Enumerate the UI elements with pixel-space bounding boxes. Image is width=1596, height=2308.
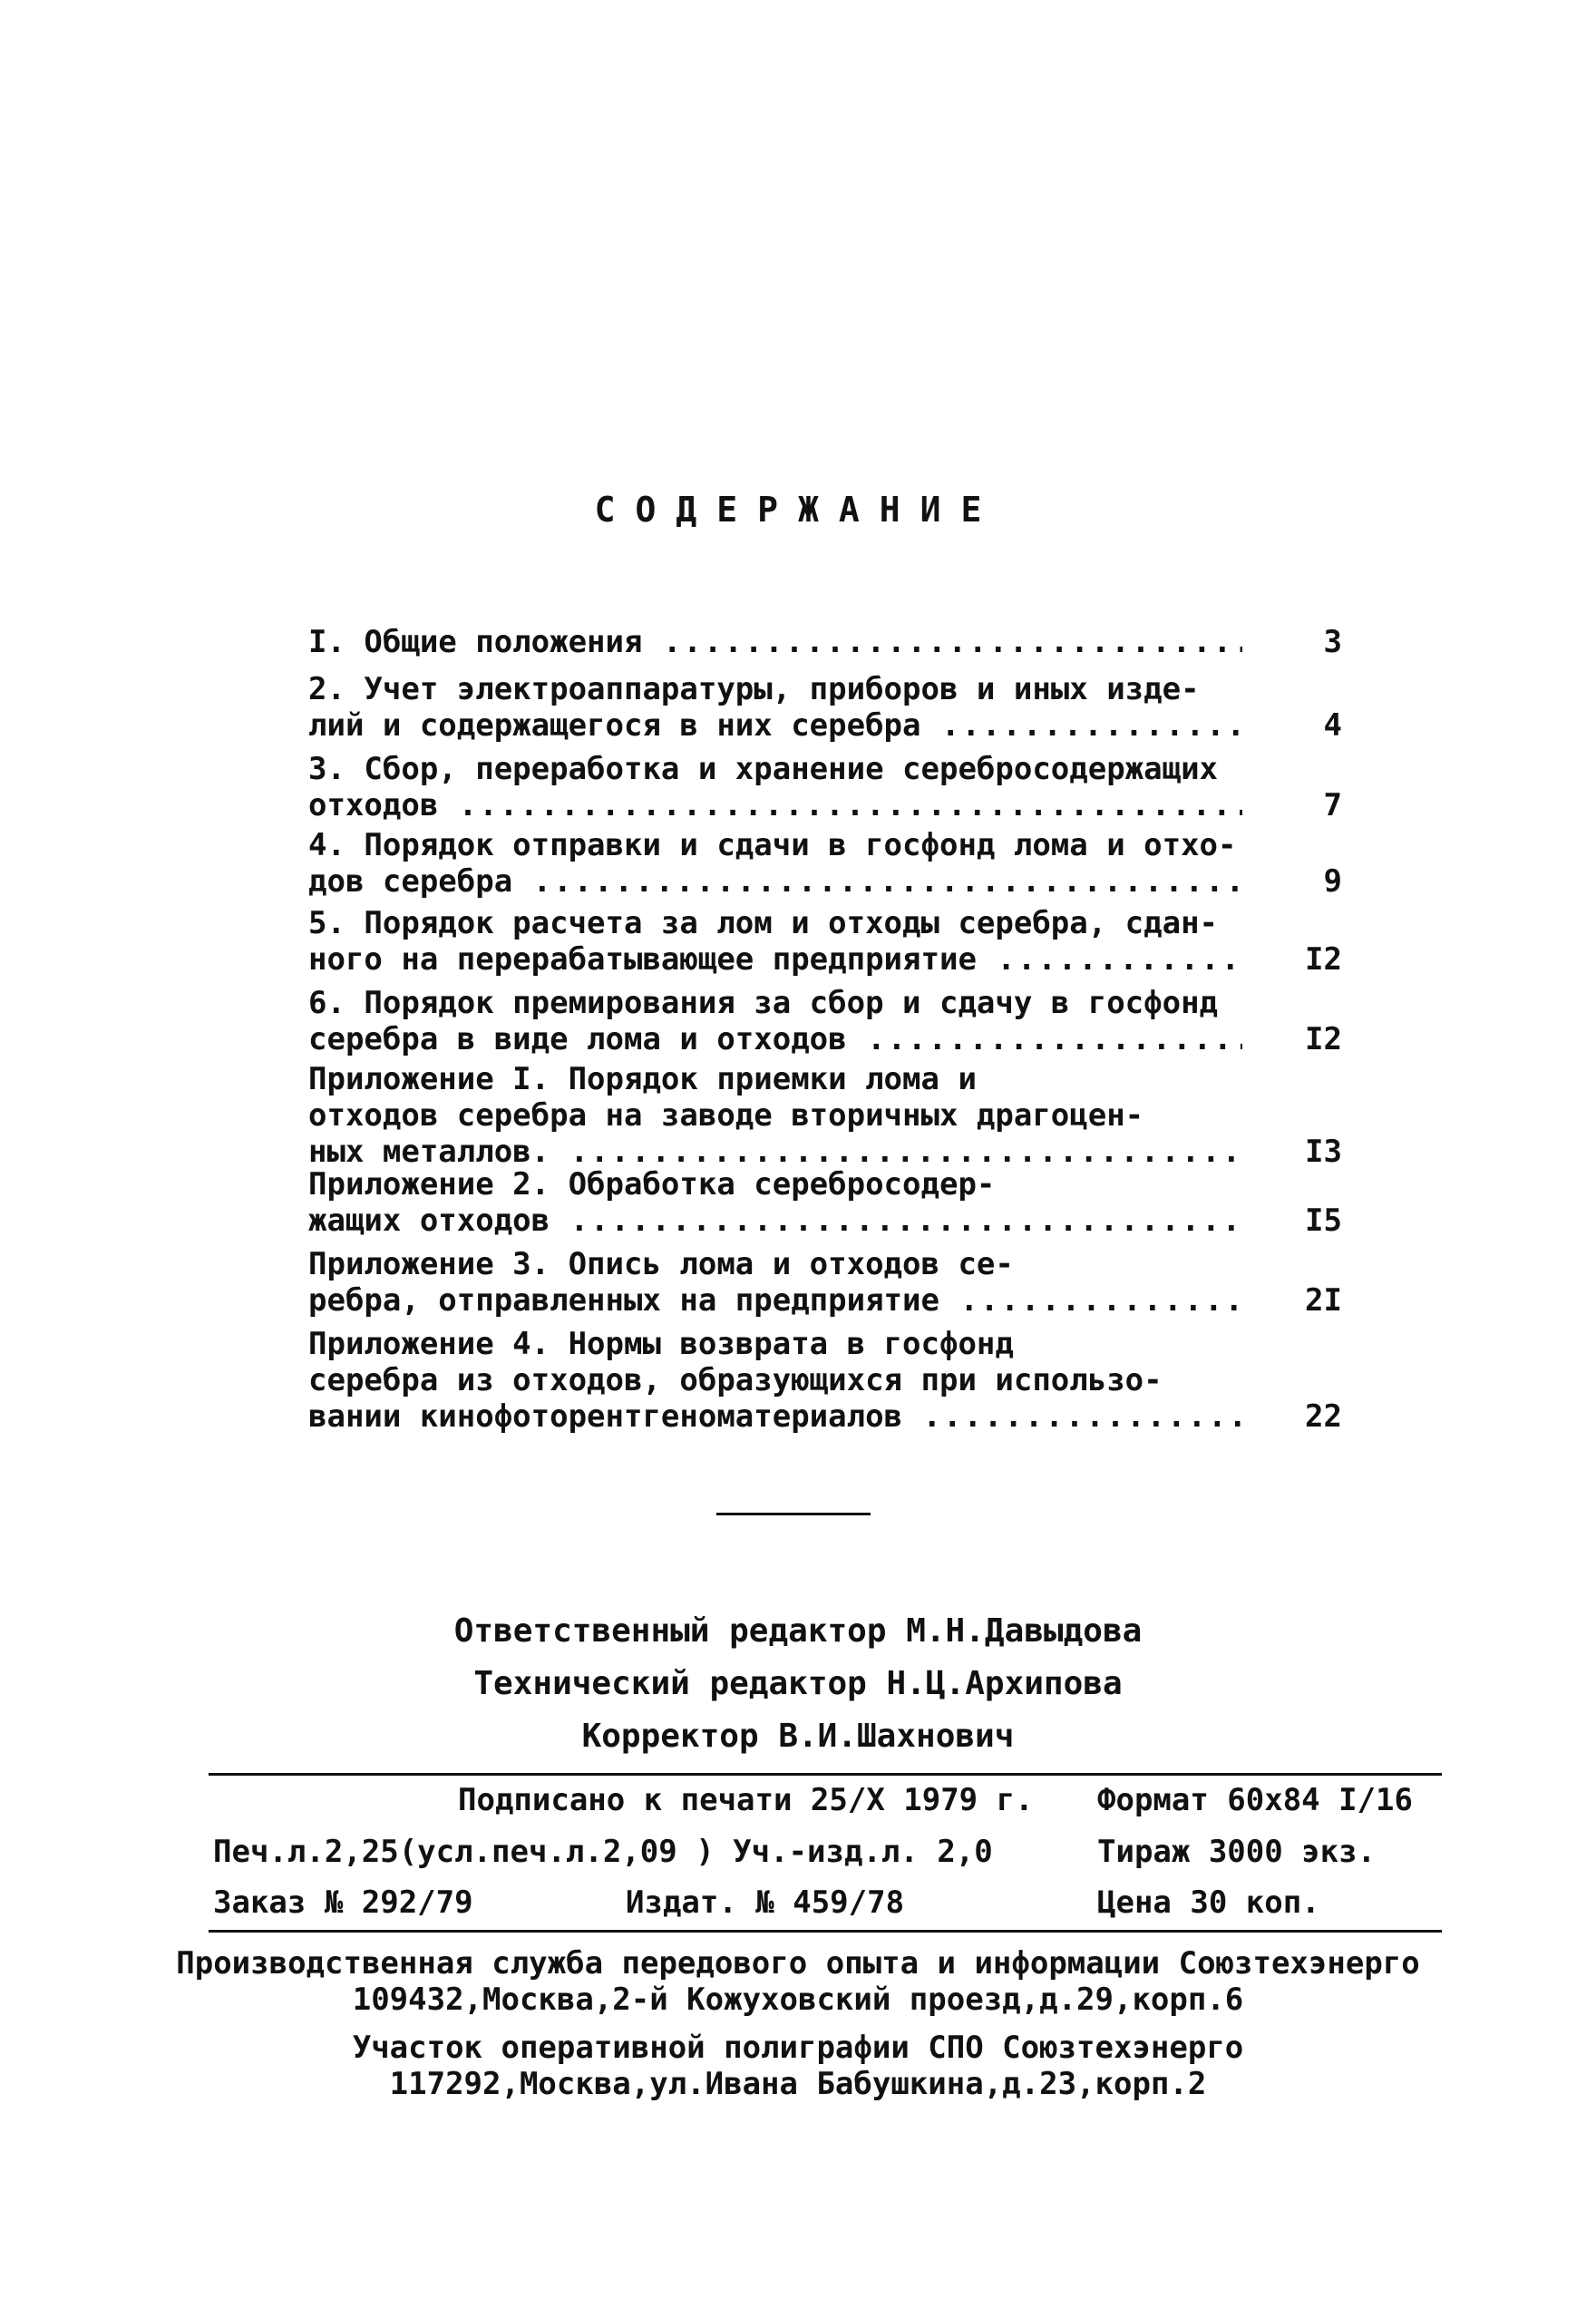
corrector: Корректор В.И.Шахнович (581, 1718, 1015, 1755)
toc-entry-line: 3. Сбор, переработка и хранение серебросодержащих (308, 751, 1219, 787)
toc-entry-line: Приложение 4. Нормы возврата в госфонд (308, 1326, 1014, 1362)
publisher-address: 109432,Москва,2-й Кожуховский проезд,д.29,корп.6 (352, 1982, 1244, 2018)
responsible-editor: Ответственный редактор М.Н.Давыдова (453, 1612, 1143, 1650)
toc-entry-page: 7 (1323, 787, 1342, 823)
imprint-format: Формат 60х84 I/16 (1097, 1782, 1413, 1818)
print-shop-name: Участок оперативной полиграфии СПО Союзтехэнерго (352, 2030, 1244, 2066)
imprint-sheets: Печ.л.2,25(усл.печ.л.2,09 ) Уч.-изд.л. 2,0 (213, 1834, 993, 1870)
credits (0, 1605, 1596, 1763)
toc-entry-line: серебра из отходов, образующихся при использо- (308, 1362, 1163, 1398)
toc-entry-page: 9 (1323, 863, 1342, 900)
toc-entry-6 (308, 985, 1342, 1057)
toc-entry-line: Приложение 3. Опись лома и отходов се- (308, 1246, 1014, 1282)
print-shop-block (0, 2030, 1596, 2102)
toc-entry-page: 3 (1323, 624, 1342, 660)
toc-entry-line: ных металлов. ..... (308, 1134, 1242, 1170)
toc-entry-page: 2I (1305, 1282, 1342, 1319)
imprint-price: Цена 30 коп. (1097, 1884, 1320, 1921)
imprint-publication-number: Издат. № 459/78 (626, 1884, 905, 1921)
toc-entry-page: I2 (1305, 1021, 1342, 1057)
toc-entry-page: I3 (1305, 1134, 1342, 1170)
imprint-signed: Подписано к печати 25/X 1979 г. (458, 1782, 1034, 1818)
toc-entry-line: Приложение 2. Обработка серебросодер- (308, 1166, 996, 1203)
toc-entry-line: лий и содержащегося в них серебра ..... (308, 707, 1242, 744)
toc-entry-line: серебра в виде лома и отходов ..... (308, 1021, 1242, 1057)
divider (209, 1930, 1442, 1933)
toc-entry-line: отходов серебра на заводе вторичных драгоцен- (308, 1097, 1144, 1134)
imprint-order: Заказ № 292/79 (213, 1884, 473, 1921)
publisher-block (0, 1945, 1596, 2018)
toc-entry-line: отходов ..... (308, 787, 1242, 823)
technical-editor: Технический редактор Н.Ц.Архипова (473, 1665, 1123, 1702)
toc-entry-3 (308, 751, 1342, 823)
toc-entry-line: ребра, отправленных на предприятие ..... (308, 1282, 1242, 1319)
toc-entry-line: 2. Учет электроаппаратуры, приборов и иных изде- (308, 671, 1200, 707)
toc-entry-page: I5 (1305, 1203, 1342, 1239)
toc-entry-page: 4 (1323, 707, 1342, 744)
toc-entry-4 (308, 827, 1342, 900)
toc-entry-page: I2 (1305, 941, 1342, 978)
page-title: СОДЕРЖАНИЕ (594, 490, 1002, 530)
toc-entry-line: 6. Порядок премирования за сбор и сдачу в госфонд (308, 985, 1219, 1021)
toc-entry-1 (308, 624, 1342, 660)
toc-entry-5 (308, 905, 1342, 978)
toc-entry-appendix-2 (308, 1166, 1342, 1239)
divider (716, 1513, 871, 1515)
toc-entry-line: жащих отходов ..... (308, 1203, 1242, 1239)
imprint-circulation: Тираж 3000 экз. (1097, 1834, 1377, 1870)
divider (209, 1773, 1442, 1776)
publisher-name: Производственная служба передового опыта и информации Союзтехэнерго (176, 1945, 1420, 1982)
toc-entry-page: 22 (1305, 1398, 1342, 1435)
toc-entry-line: ного на перерабатывающее предприятие ..... (308, 941, 1242, 978)
toc-entry-line: 5. Порядок расчета за лом и отходы серебра, сдан- (308, 905, 1219, 941)
toc-entry-appendix-1 (308, 1061, 1342, 1170)
print-shop-address: 117292,Москва,ул.Ивана Бабушкина,д.23,корп.2 (389, 2066, 1207, 2102)
toc-entry-line: вании кинофоторентгеноматериалов ..... (308, 1398, 1242, 1435)
toc-entry-2 (308, 671, 1342, 744)
toc-entry-appendix-3 (308, 1246, 1342, 1319)
toc-entry-line: I. Общие положения ..... (308, 624, 1242, 660)
toc-entry-line: дов серебра ..... (308, 863, 1242, 900)
toc-entry-line: 4. Порядок отправки и сдачи в госфонд лома и отхо- (308, 827, 1237, 863)
toc-entry-appendix-4 (308, 1326, 1342, 1435)
toc-entry-line: Приложение I. Порядок приемки лома и (308, 1061, 977, 1097)
